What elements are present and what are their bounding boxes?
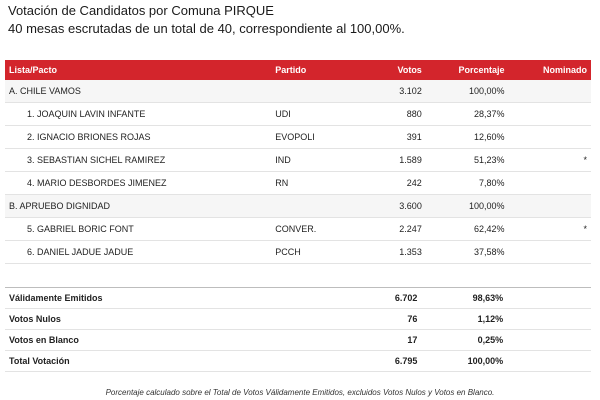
votos-cell: 880: [353, 103, 426, 126]
nominado-cell: *: [509, 218, 591, 241]
totals-empty-cell: [507, 288, 591, 309]
candidate-row: [5, 172, 591, 195]
column-header-lista-pacto: Lista/Pacto: [5, 60, 271, 80]
totals-votos: 6.795: [344, 351, 421, 372]
partido-cell: UDI: [271, 103, 353, 126]
candidate-row: [5, 241, 591, 264]
nominado-cell: *: [509, 149, 591, 172]
nominado-cell: [509, 241, 591, 264]
nominado-cell: [509, 103, 591, 126]
results-table: [5, 60, 591, 264]
totals-porcentaje: 1,12%: [421, 309, 507, 330]
column-header-nominado: Nominado: [509, 60, 591, 80]
totals-label: Votos Nulos: [5, 309, 344, 330]
candidate-name: 6. DANIEL JADUE JADUE: [5, 241, 271, 264]
candidate-row: [5, 103, 591, 126]
partido-cell: PCCH: [271, 241, 353, 264]
pacto-name: B. APRUEBO DIGNIDAD: [5, 195, 271, 218]
totals-empty-cell: [507, 330, 591, 351]
totals-porcentaje: 100,00%: [421, 351, 507, 372]
porcentaje-cell: 7,80%: [426, 172, 509, 195]
porcentaje-cell: 51,23%: [426, 149, 509, 172]
totals-label: Válidamente Emitidos: [5, 288, 344, 309]
totals-votos: 76: [344, 309, 421, 330]
pacto-row: [5, 80, 591, 103]
porcentaje-cell: 37,58%: [426, 241, 509, 264]
table-header-row: [5, 60, 591, 80]
votos-cell: 242: [353, 172, 426, 195]
totals-label: Total Votación: [5, 351, 344, 372]
totals-row: [5, 288, 591, 309]
pacto-name: A. CHILE VAMOS: [5, 80, 271, 103]
porcentaje-cell: 100,00%: [426, 195, 509, 218]
porcentaje-cell: 62,42%: [426, 218, 509, 241]
page-subtitle: 40 mesas escrutadas de un total de 40, correspondiente al 100,00%.: [8, 21, 405, 36]
candidate-name: 4. MARIO DESBORDES JIMENEZ: [5, 172, 271, 195]
column-header-partido: Partido: [271, 60, 353, 80]
partido-cell: [271, 80, 353, 103]
totals-row: [5, 309, 591, 330]
candidate-name: 3. SEBASTIAN SICHEL RAMIREZ: [5, 149, 271, 172]
totals-empty-cell: [507, 351, 591, 372]
nominado-cell: [509, 172, 591, 195]
nominado-cell: [509, 80, 591, 103]
column-header-porcentaje: Porcentaje: [426, 60, 509, 80]
footnote: Porcentaje calculado sobre el Total de Votos Válidamente Emitidos, excluidos Votos Nulos y Votos en Blanco.: [105, 388, 495, 397]
totals-table: [5, 287, 591, 372]
totals-porcentaje: 0,25%: [421, 330, 507, 351]
candidate-name: 5. GABRIEL BORIC FONT: [5, 218, 271, 241]
partido-cell: RN: [271, 172, 353, 195]
votos-cell: 391: [353, 126, 426, 149]
page-title: Votación de Candidatos por Comuna PIRQUE: [8, 3, 274, 18]
column-header-votos: Votos: [353, 60, 426, 80]
votos-cell: 3.102: [353, 80, 426, 103]
candidate-row: [5, 149, 591, 172]
totals-votos: 6.702: [344, 288, 421, 309]
partido-cell: [271, 195, 353, 218]
pacto-row: [5, 195, 591, 218]
totals-votos: 17: [344, 330, 421, 351]
votos-cell: 1.589: [353, 149, 426, 172]
candidate-row: [5, 126, 591, 149]
porcentaje-cell: 100,00%: [426, 80, 509, 103]
candidate-name: 2. IGNACIO BRIONES ROJAS: [5, 126, 271, 149]
partido-cell: IND: [271, 149, 353, 172]
nominado-cell: [509, 195, 591, 218]
totals-row: [5, 351, 591, 372]
votos-cell: 1.353: [353, 241, 426, 264]
candidate-name: 1. JOAQUIN LAVIN INFANTE: [5, 103, 271, 126]
nominado-cell: [509, 126, 591, 149]
candidate-row: [5, 218, 591, 241]
totals-label: Votos en Blanco: [5, 330, 344, 351]
votos-cell: 3.600: [353, 195, 426, 218]
partido-cell: EVOPOLI: [271, 126, 353, 149]
porcentaje-cell: 12,60%: [426, 126, 509, 149]
totals-porcentaje: 98,63%: [421, 288, 507, 309]
votos-cell: 2.247: [353, 218, 426, 241]
porcentaje-cell: 28,37%: [426, 103, 509, 126]
totals-row: [5, 330, 591, 351]
totals-empty-cell: [507, 309, 591, 330]
partido-cell: CONVER.: [271, 218, 353, 241]
